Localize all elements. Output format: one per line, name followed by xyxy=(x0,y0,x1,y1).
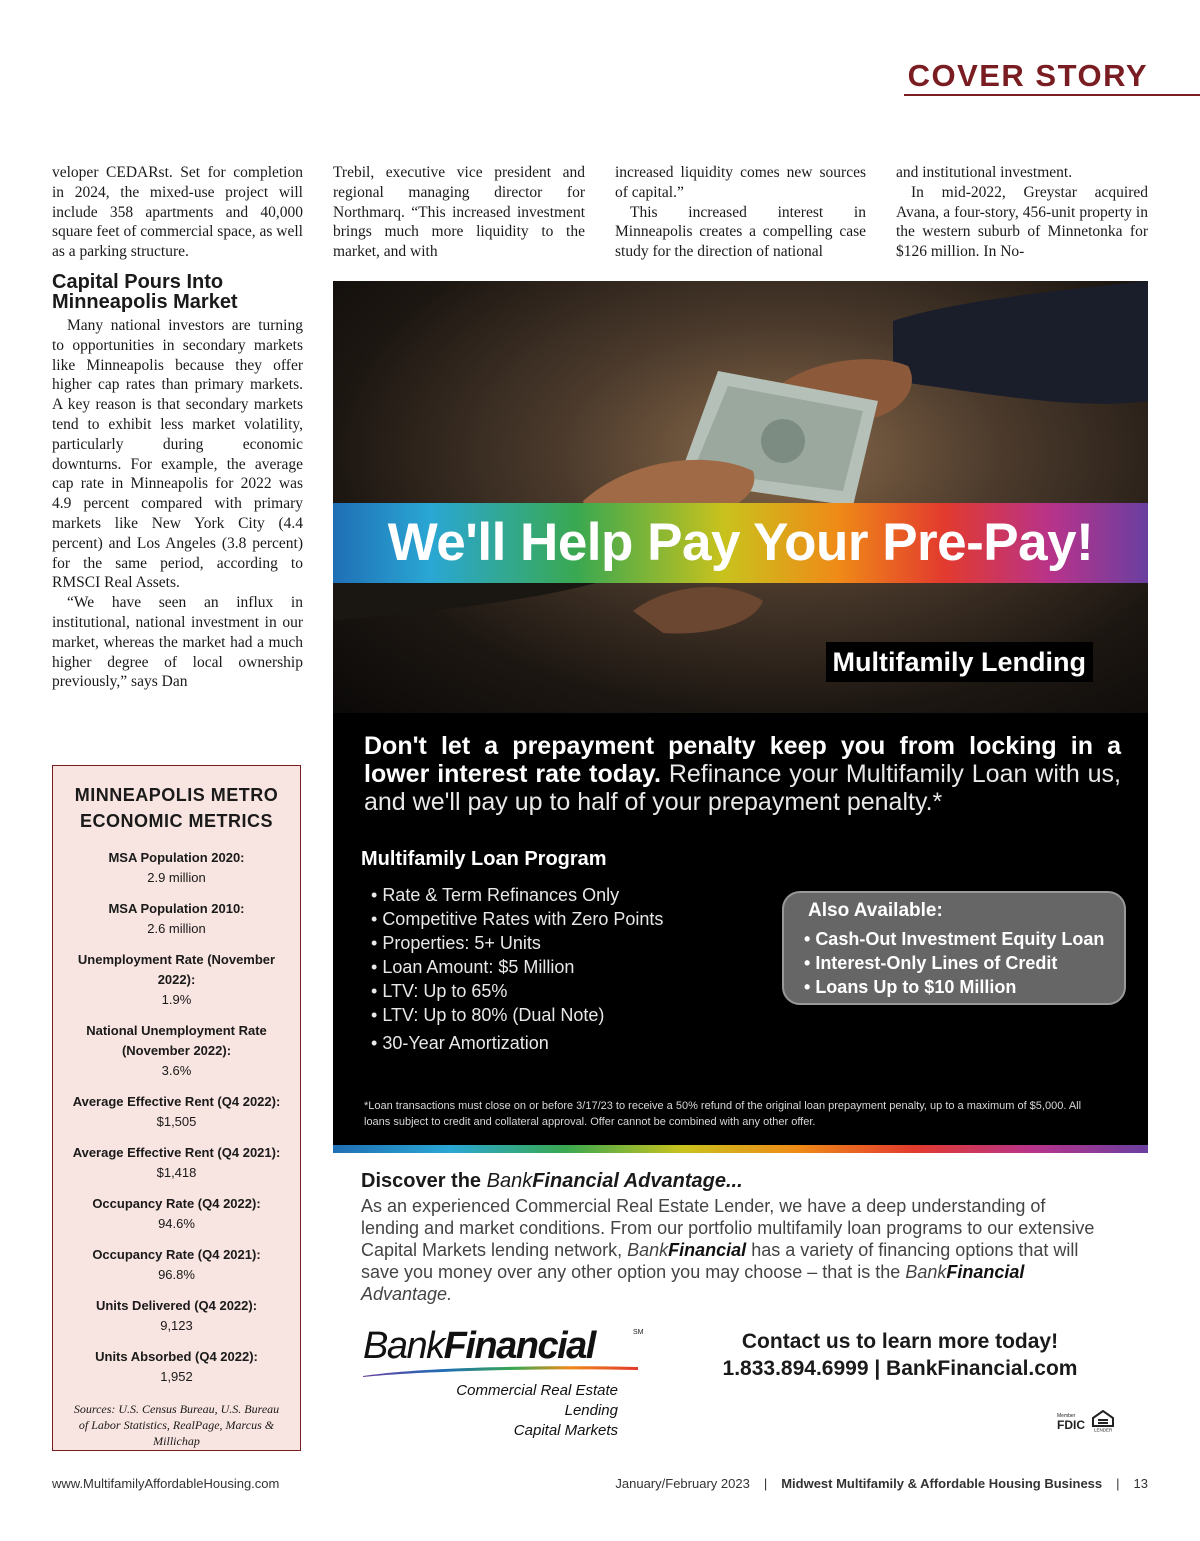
footer-separator: | xyxy=(763,1476,768,1491)
logo-wordmark xyxy=(363,1325,653,1367)
discover-body-1: As an experienced Commercial Real Estate Lender, we have a deep understanding of lending and market conditions. From our portfolio multifamily loan programs to our extensive Capital Markets lending network, xyxy=(361,1196,1095,1260)
multifamily-lending-badge: Multifamily Lending xyxy=(826,642,1094,682)
article-column-3 xyxy=(615,163,866,262)
bankfinancial-logo[interactable] xyxy=(363,1325,653,1439)
logo-servicemark: SM xyxy=(633,1329,644,1336)
footer-separator: | xyxy=(1116,1476,1120,1491)
footer-issue: January/February 2023 xyxy=(615,1476,750,1491)
metric-value: $1,418 xyxy=(156,1165,197,1180)
logo-word-a: Bank xyxy=(363,1325,444,1367)
footer-website[interactable]: www.MultifamilyAffordableHousing.com xyxy=(52,1476,280,1491)
metric-item xyxy=(53,1245,300,1285)
metric-value: 2.6 million xyxy=(147,921,206,936)
metric-value: 94.6% xyxy=(158,1216,195,1231)
section-label: COVER STORY xyxy=(907,58,1148,93)
lender-text: LENDER xyxy=(1094,1427,1113,1432)
logo-tagline-1: Commercial Real Estate Lending xyxy=(456,1382,618,1419)
metric-label: Units Delivered (Q4 2022): xyxy=(95,1298,258,1313)
metric-item xyxy=(53,1092,300,1132)
metric-label: MSA Population 2010: xyxy=(108,901,245,916)
ad-lead-bold: Don't let a prepayment penalty keep you from locking in a lower interest rate today. xyxy=(364,732,1121,788)
ad-lead-normal: Refinance your Multifamily Loan with us, and we'll pay up to half of your prepayment penalty.* xyxy=(364,760,1121,816)
metric-item xyxy=(53,1143,300,1183)
metric-value: $1,505 xyxy=(156,1114,197,1129)
article-paragraph: This increased interest in Minneapolis creates a compelling case study for the direction of national xyxy=(615,203,866,261)
article-paragraph: In mid-2022, Greystar acquired Avana, a four-story, 456-unit property in the western suburb of Minnetonka for $126 million. In No- xyxy=(896,183,1148,261)
article-paragraph: “We have seen an influx in institutional, national investment in our market, whereas the market had a much higher degree of local ownership previously,” says Dan xyxy=(52,594,303,691)
metric-value: 2.9 million xyxy=(147,870,206,885)
metrics-sources: Sources: U.S. Census Bureau, U.S. Bureau of Labor Statistics, RealPage, Marcus & Millichap xyxy=(73,1402,280,1448)
program-item: • Rate & Term Refinances Only xyxy=(371,883,663,907)
metrics-sidebar xyxy=(52,765,301,1451)
discover-body xyxy=(361,1195,1101,1305)
metrics-list xyxy=(53,848,300,1387)
footer-issue-info xyxy=(615,1476,1148,1491)
also-available-item: • Interest-Only Lines of Credit xyxy=(804,951,1124,975)
program-item: • LTV: Up to 80% (Dual Note) xyxy=(371,1003,663,1027)
also-available-list xyxy=(804,927,1124,999)
discover-brand-a: Bank xyxy=(486,1170,533,1192)
discover-body-brand-a: Bank xyxy=(627,1240,669,1260)
program-item: • Competitive Rates with Zero Points xyxy=(371,907,663,931)
metric-item xyxy=(53,1194,300,1234)
ad-headline: We'll Help Pay Your Pre-Pay! xyxy=(387,513,1094,572)
metric-label: Occupancy Rate (Q4 2022): xyxy=(92,1196,261,1211)
program-item: • 30-Year Amortization xyxy=(371,1031,663,1055)
metric-label: MSA Population 2020: xyxy=(108,850,245,865)
metric-item xyxy=(53,899,300,939)
article-paragraph: increased liquidity comes new sources of capital.” xyxy=(615,164,866,201)
discover-body-brand-b: Financial xyxy=(668,1240,747,1260)
metric-label: Average Effective Rent (Q4 2021): xyxy=(72,1145,281,1160)
metric-value: 9,123 xyxy=(160,1318,193,1333)
metric-label: Units Absorbed (Q4 2022): xyxy=(95,1349,258,1364)
also-available-item: • Cash-Out Investment Equity Loan xyxy=(804,927,1124,951)
discover-prefix: Discover the xyxy=(361,1170,487,1192)
metric-value: 96.8% xyxy=(158,1267,195,1282)
metric-value: 1,952 xyxy=(160,1369,193,1384)
discover-body-brand-a-2: Bank xyxy=(905,1262,947,1282)
discover-section xyxy=(361,1169,1101,1305)
metric-item xyxy=(53,1021,300,1081)
ad-disclaimer: *Loan transactions must close on or before 3/17/23 to receive a 50% refund of the original loan prepayment penalty, up to a maximum of $5,000. All loans subject to credit and collateral approval. Offer cannot be combined with any other offer. xyxy=(364,1100,1082,1128)
program-list xyxy=(371,883,663,1055)
article-paragraph: and institutional investment. xyxy=(896,164,1073,181)
article-column-1 xyxy=(52,163,303,692)
metric-value: 1.9% xyxy=(161,992,192,1007)
also-available-box xyxy=(782,891,1126,1005)
fdic-member-text: Member xyxy=(1057,1413,1076,1419)
footer-page-number: 13 xyxy=(1133,1476,1148,1491)
section-rule xyxy=(904,94,1200,96)
discover-body-brand-b-2: Financial xyxy=(946,1262,1025,1282)
article-column-2 xyxy=(333,163,585,262)
metric-item xyxy=(53,1296,300,1336)
discover-body-3: Advantage. xyxy=(361,1284,453,1304)
discover-brand-b: Financial xyxy=(532,1170,619,1192)
metric-label: Unemployment Rate (November 2022): xyxy=(77,952,276,987)
article-subhead: Capital Pours Into Minneapolis Market xyxy=(52,270,238,313)
program-item: • LTV: Up to 65% xyxy=(371,979,663,1003)
metric-item xyxy=(53,950,300,1010)
program-item: • Loan Amount: $5 Million xyxy=(371,955,663,979)
ad-lead-copy xyxy=(364,732,1121,816)
program-item: • Properties: 5+ Units xyxy=(371,931,663,955)
contact-block xyxy=(700,1328,1100,1382)
article-paragraph: Many national investors are turning to opportunities in secondary markets like Minneapolis because they offer higher cap rates than primary markets. A key reason is that secondary markets tend to exhibit less market volatility, particularly during economic downturns. For example, the average cap rate in Minneapolis for 2022 was 4.9 percent compared with primary markets like New York City (4.4 percent) and Los Angeles (3.8 percent) for the same period, according to RMSCI Real Assets. xyxy=(52,316,303,592)
metric-item xyxy=(53,848,300,888)
fdic-text: FDIC xyxy=(1057,1418,1085,1432)
article-paragraph: Trebil, executive vice president and regional managing director for Northmarq. “This increased investment brings much more liquidity to the market, and with xyxy=(333,164,585,261)
metric-item xyxy=(53,1347,300,1387)
bankfinancial-advertisement[interactable] xyxy=(333,281,1148,1153)
logo-word-b: Financial xyxy=(443,1325,595,1367)
article-column-4 xyxy=(896,163,1148,262)
logo-swoosh-icon xyxy=(363,1365,638,1377)
metrics-title: MINNEAPOLIS METRO ECONOMIC METRICS xyxy=(74,785,279,831)
logo-tagline-2: Capital Markets xyxy=(513,1422,618,1439)
metric-label: Average Effective Rent (Q4 2022): xyxy=(72,1094,281,1109)
discover-suffix: Advantage... xyxy=(618,1170,743,1192)
fdic-equal-housing-icon xyxy=(1057,1410,1115,1432)
footer-publication: Midwest Multifamily & Affordable Housing Business xyxy=(781,1476,1103,1491)
discover-body-2: has a variety of financing options that will save you money over any other option you may choose – that is the xyxy=(361,1240,1079,1282)
rainbow-stripe xyxy=(333,1145,1148,1153)
also-available-title: Also Available: xyxy=(808,900,943,921)
program-title: Multifamily Loan Program xyxy=(361,848,607,870)
article-paragraph: veloper CEDARst. Set for completion in 2024, the mixed-use project will include 358 apartments and 40,000 square feet of commercial space, as well as a parking structure. xyxy=(52,164,303,261)
also-available-item: • Loans Up to $10 Million xyxy=(804,975,1124,999)
contact-cta: Contact us to learn more today! xyxy=(741,1330,1059,1353)
metric-value: 3.6% xyxy=(161,1063,192,1078)
metric-label: Occupancy Rate (Q4 2021): xyxy=(92,1247,261,1262)
logo-tagline xyxy=(423,1381,618,1441)
metric-label: National Unemployment Rate (November 2022): xyxy=(86,1023,267,1058)
discover-heading xyxy=(361,1169,1101,1193)
contact-phone-url[interactable]: 1.833.894.6999 | BankFinancial.com xyxy=(722,1357,1078,1380)
